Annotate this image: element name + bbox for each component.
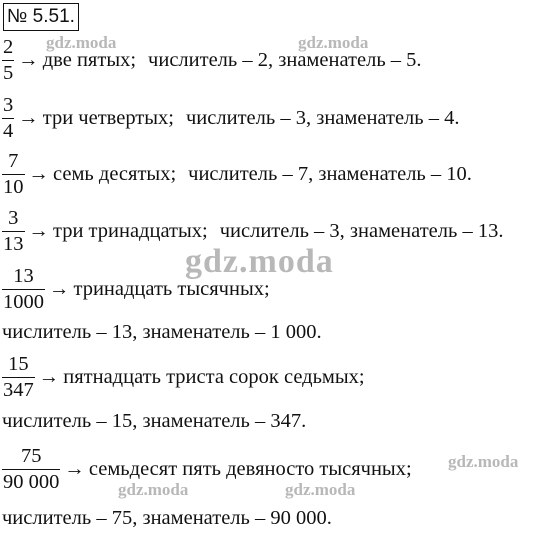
watermark: gdz.moda	[46, 33, 117, 52]
fraction	[2, 208, 25, 254]
fraction-description: числитель – 75, знаменатель – 90 000.	[2, 507, 332, 529]
fraction	[2, 446, 60, 492]
fraction-line-1	[2, 37, 422, 83]
fraction	[2, 95, 14, 141]
numerator: 3	[8, 207, 19, 229]
fraction-line-5	[2, 266, 270, 312]
denominator: 10	[3, 175, 24, 198]
watermark: gdz.moda	[448, 452, 519, 471]
fraction-line-6	[2, 354, 365, 400]
denominator: 1000	[3, 290, 44, 313]
numerator: 75	[20, 445, 42, 467]
fraction-words: две пятых;	[42, 48, 137, 71]
watermark: gdz.moda	[298, 33, 369, 52]
denominator: 347	[3, 378, 34, 401]
fraction-description: числитель – 2, знаменатель – 5.	[148, 48, 422, 71]
fraction-description: числитель – 3, знаменатель – 13.	[219, 219, 504, 242]
fraction-description-line-6	[2, 411, 306, 432]
fraction-description: числитель – 7, знаменатель – 10.	[188, 162, 472, 185]
denominator: 90 000	[3, 470, 60, 493]
fraction-words: семьдесят пять девяносто тысячных;	[88, 457, 412, 480]
numerator: 13	[13, 265, 34, 287]
numerator: 15	[8, 353, 29, 375]
fraction-words: три четвертых;	[42, 106, 174, 129]
fraction-line-4	[2, 208, 503, 254]
arrow-icon: →	[64, 457, 85, 480]
denominator: 5	[3, 61, 14, 84]
fraction-words: пятнадцать триста сорок седьмых;	[63, 365, 365, 388]
watermark: gdz.moda	[285, 480, 356, 499]
numerator: 2	[3, 36, 14, 58]
fraction-description: числитель – 13, знаменатель – 1 000.	[2, 321, 322, 343]
fraction-description: числитель – 15, знаменатель – 347.	[2, 410, 307, 432]
fraction-line-7	[2, 446, 412, 492]
arrow-icon: →	[18, 106, 39, 129]
fraction-description: числитель – 3, знаменатель – 4.	[186, 106, 460, 129]
watermark: gdz.moda	[185, 243, 334, 280]
fraction	[2, 266, 45, 312]
arrow-icon: →	[49, 277, 70, 300]
fraction	[2, 37, 14, 83]
arrow-icon: →	[28, 219, 49, 242]
arrow-icon: →	[38, 365, 60, 388]
watermark: gdz.moda	[118, 480, 189, 499]
fraction-description-line-7	[2, 508, 332, 529]
arrow-icon: →	[28, 162, 49, 185]
fraction-words: тринадцать тысячных;	[73, 277, 270, 300]
denominator: 13	[3, 232, 24, 255]
exercise-number: № 5.51.	[3, 3, 79, 31]
numerator: 3	[3, 94, 14, 116]
denominator: 4	[3, 119, 14, 142]
fraction-description-line-5	[2, 322, 322, 343]
fraction	[2, 151, 25, 197]
fraction-line-2	[2, 95, 460, 141]
fraction-line-3	[2, 151, 472, 197]
fraction-words: семь десятых;	[53, 162, 177, 185]
numerator: 7	[8, 150, 19, 172]
fraction-words: три тринадцатых;	[53, 219, 208, 242]
arrow-icon: →	[18, 48, 39, 71]
fraction	[2, 354, 35, 400]
